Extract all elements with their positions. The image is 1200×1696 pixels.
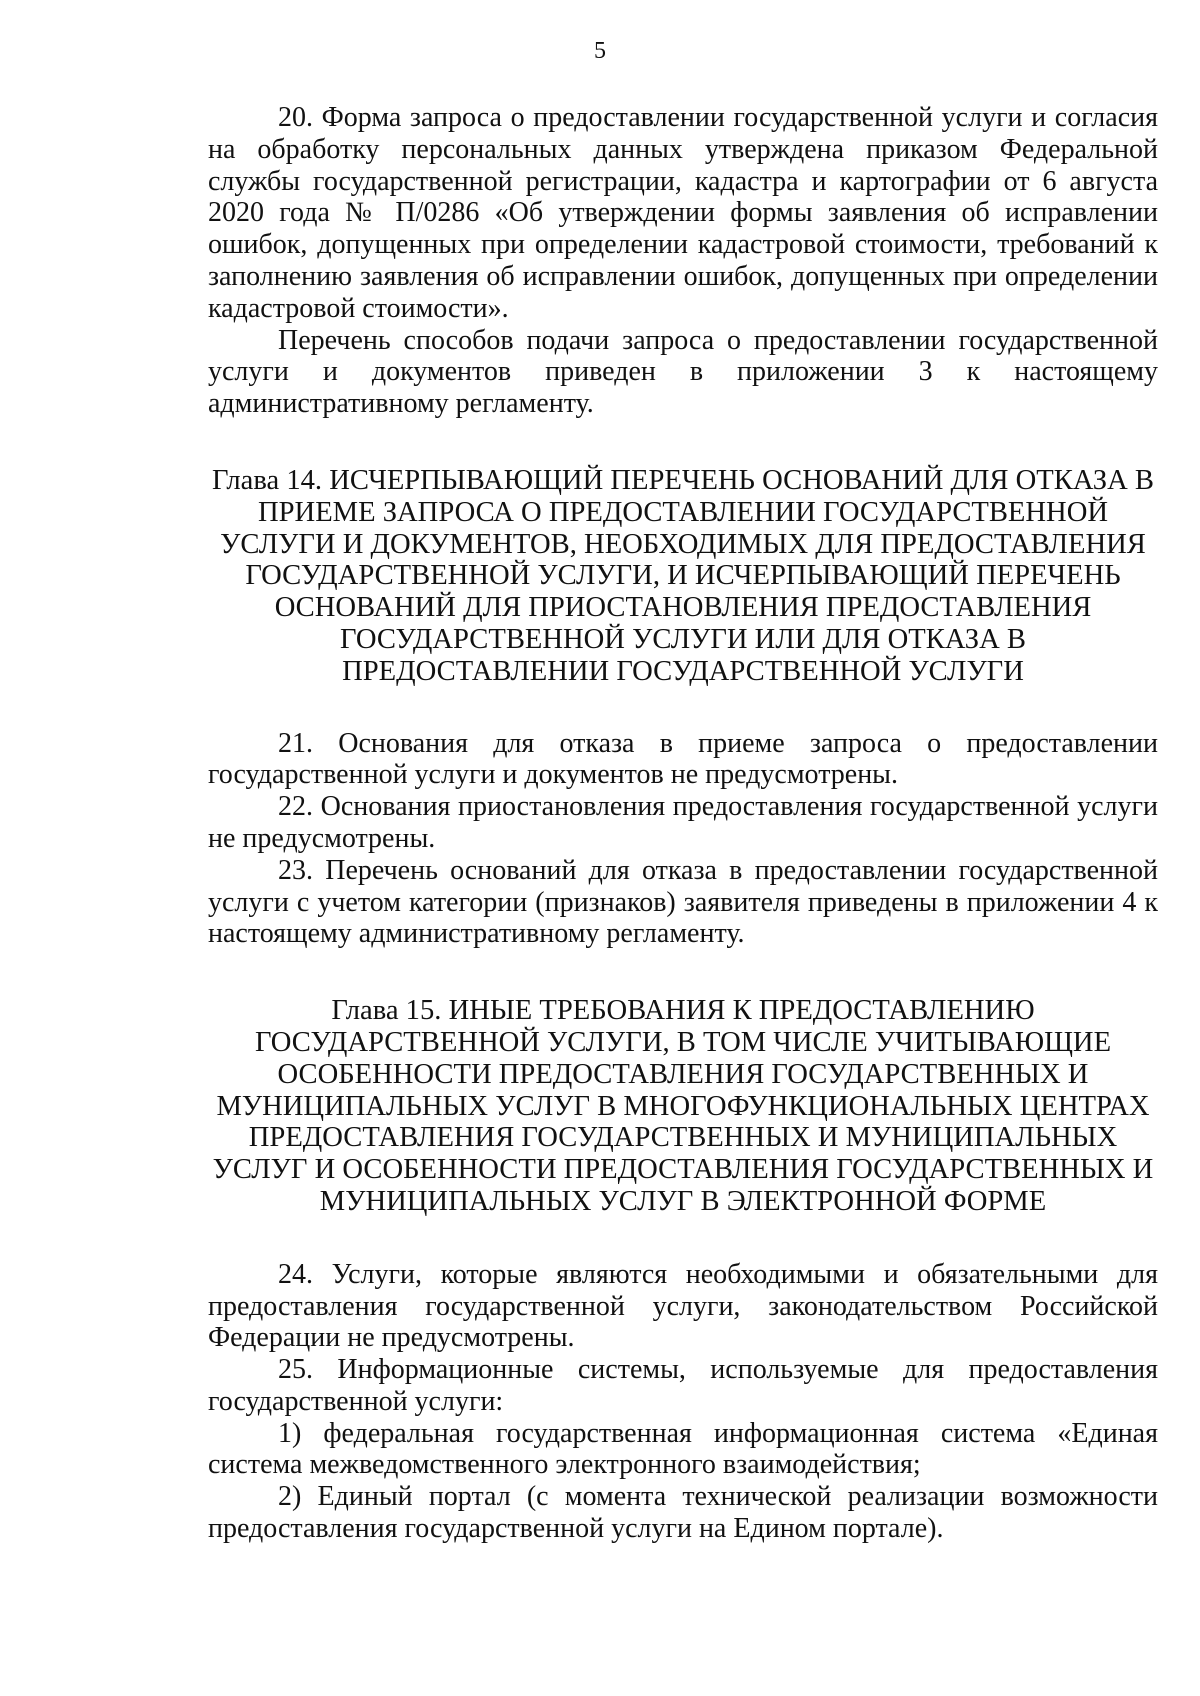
page-number: 5 <box>594 38 606 64</box>
paragraph-21: 21. Основания для отказа в приеме запроса о предоставлении государственной услуги и документов не предусмотрены. <box>208 727 1158 791</box>
paragraph-20: 20. Форма запроса о предоставлении государственной услуги и согласия на обработку персональных данных утверждена приказом Федеральной службы государственной регистрации, кадастра и картографии от 6 августа 2020 года № П/0286 «Об утверждении формы заявления об исправлении ошибок, допущенных при определении кадастровой стоимости, требований к заполнению заявления об исправлении ошибок, допущенных при определении кадастровой стоимости». <box>208 102 1158 324</box>
paragraph-24: 24. Услуги, которые являются необходимыми и обязательными для предоставления государственной услуги, законодательством Российской Федерации не предусмотрены. <box>208 1258 1158 1354</box>
paragraph-25-item-1: 1) федеральная государственная информационная система «Единая система межведомственного электронного взаимодействия; <box>208 1417 1158 1481</box>
paragraph-25: 25. Информационные системы, используемые для предоставления государственной услуги: <box>208 1354 1158 1417</box>
paragraph-20-submission-methods: Перечень способов подачи запроса о предоставлении государственной услуги и документов приведен в приложении 3 к настоящему административному регламенту. <box>208 324 1158 420</box>
paragraph-25-item-2: 2) Единый портал (с момента технической реализации возможности предоставления государственной услуги на Едином портале). <box>208 1481 1158 1545</box>
chapter-15-heading: Глава 15. ИНЫЕ ТРЕБОВАНИЯ К ПРЕДОСТАВЛЕНИЮ ГОСУДАРСТВЕННОЙ УСЛУГИ, В ТОМ ЧИСЛЕ УЧИТЫВАЮЩИЕ ОСОБЕННОСТИ ПРЕДОСТАВЛЕНИЯ ГОСУДАРСТВЕННЫХ И МУНИЦИПАЛЬНЫХ УСЛУГ В МНОГОФУНКЦИОНАЛЬНЫХ ЦЕНТРАХ ПРЕДОСТАВЛЕНИЯ ГОСУДАРСТВЕННЫХ И МУНИЦИПАЛЬНЫХ УСЛУГ И ОСОБЕННОСТИ ПРЕДОСТАВЛЕНИЯ ГОСУДАРСТВЕННЫХ И МУНИЦИПАЛЬНЫХ УСЛУГ В ЭЛЕКТРОННОЙ ФОРМЕ <box>212 995 1154 1217</box>
paragraph-23: 23. Перечень оснований для отказа в предоставлении государственной услуги с учетом категории (признаков) заявителя приведены в приложении 4 к настоящему административному регламенту. <box>208 854 1158 950</box>
page-content <box>208 102 1158 1545</box>
paragraph-22: 22. Основания приостановления предоставления государственной услуги не предусмотрены. <box>208 791 1158 854</box>
chapter-14-heading: Глава 14. ИСЧЕРПЫВАЮЩИЙ ПЕРЕЧЕНЬ ОСНОВАНИЙ ДЛЯ ОТКАЗА В ПРИЕМЕ ЗАПРОСА О ПРЕДОСТАВЛЕНИИ ГОСУДАРСТВЕННОЙ УСЛУГИ И ДОКУМЕНТОВ, НЕОБХОДИМЫХ ДЛЯ ПРЕДОСТАВЛЕНИЯ ГОСУДАРСТВЕННОЙ УСЛУГИ, И ИСЧЕРПЫВАЮЩИЙ ПЕРЕЧЕНЬ ОСНОВАНИЙ ДЛЯ ПРИОСТАНОВЛЕНИЯ ПРЕДОСТАВЛЕНИЯ ГОСУДАРСТВЕННОЙ УСЛУГИ ИЛИ ДЛЯ ОТКАЗА В ПРЕДОСТАВЛЕНИИ ГОСУДАРСТВЕННОЙ УСЛУГИ <box>212 464 1154 687</box>
